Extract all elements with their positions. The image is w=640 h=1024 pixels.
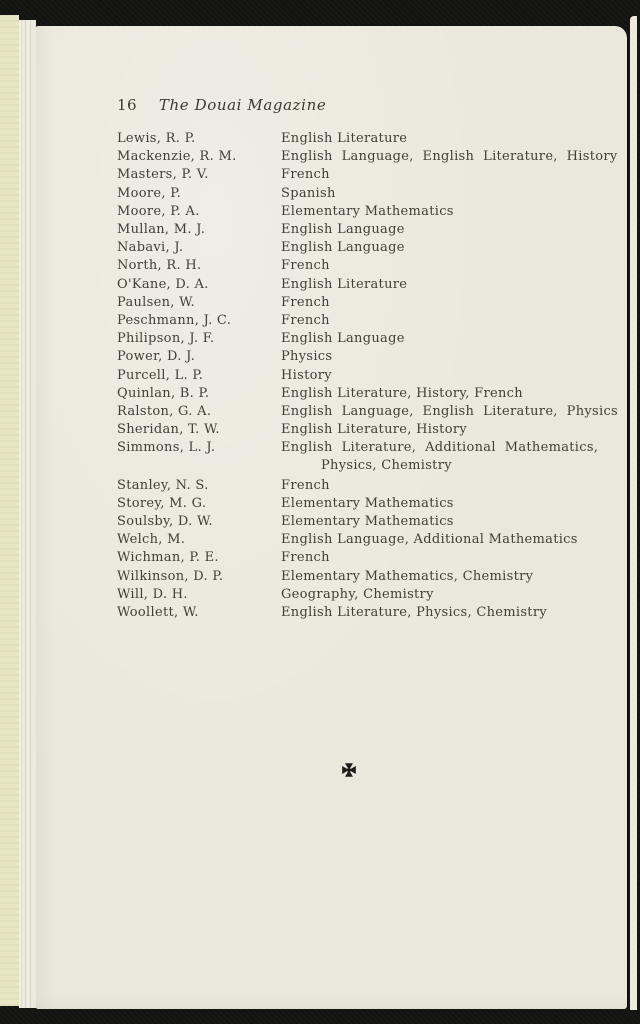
- subjects: [281, 221, 405, 239]
- subject-line: French: [281, 313, 330, 329]
- subject-line: French: [281, 550, 330, 566]
- student-name: Moore, P. A.: [117, 203, 200, 219]
- subjects: [281, 604, 547, 622]
- student-name: North, R. H.: [117, 258, 202, 274]
- subjects: [281, 276, 407, 294]
- subjects: [281, 203, 454, 221]
- book-page: [36, 26, 627, 1009]
- subjects: [281, 348, 332, 366]
- subject-line: English Literature, Additional Mathematics,: [281, 440, 599, 456]
- table-row: [36, 531, 627, 549]
- table-row: [36, 421, 627, 439]
- subjects: [281, 367, 332, 385]
- table-row: [36, 221, 627, 239]
- subjects: [281, 166, 330, 184]
- subject-line: English Language, English Literature, History: [281, 149, 618, 165]
- table-row: [36, 257, 627, 275]
- subject-line: Geography, Chemistry: [281, 586, 434, 602]
- subject-line: Spanish: [281, 185, 336, 201]
- page-title: The Douai Magazine: [158, 96, 327, 114]
- subjects: [281, 495, 454, 513]
- subjects: [281, 239, 405, 257]
- student-name: Wilkinson, D. P.: [117, 568, 224, 584]
- subjects: [281, 531, 578, 549]
- student-name: Mullan, M. J.: [117, 222, 206, 238]
- subject-line: French: [281, 294, 330, 310]
- subjects: [281, 513, 454, 531]
- subject-line: French: [281, 477, 330, 493]
- page-header: [117, 96, 326, 114]
- student-name: Will, D. H.: [117, 586, 188, 602]
- student-name: Stanley, N. S.: [117, 477, 209, 493]
- table-row: [36, 513, 627, 531]
- table-row: [36, 312, 627, 330]
- student-name: Mackenzie, R. M.: [117, 149, 237, 165]
- subject-line: Elementary Mathematics, Chemistry: [281, 568, 534, 584]
- subject-line: French: [281, 258, 330, 274]
- subject-line: History: [281, 367, 332, 383]
- table-row: [36, 568, 627, 586]
- student-name: Welch, M.: [117, 532, 186, 548]
- subjects: [281, 421, 467, 439]
- subject-line: English Language, English Literature, Physics: [281, 404, 619, 420]
- student-name: Purcell, L. P.: [117, 367, 204, 383]
- page-edge-stack: [19, 20, 36, 1008]
- table-row: [36, 276, 627, 294]
- table-row: [36, 185, 627, 203]
- subject-line: English Literature, History: [281, 422, 467, 438]
- table-row: [36, 239, 627, 257]
- table-row: [36, 294, 627, 312]
- subjects: [281, 385, 523, 403]
- subjects: [281, 130, 407, 148]
- next-page-edge: [630, 16, 637, 1010]
- subjects: [281, 586, 434, 604]
- subject-line: English Language: [281, 240, 405, 256]
- subjects: [281, 312, 330, 330]
- student-name: Storey, M. G.: [117, 495, 207, 511]
- table-row: [36, 348, 627, 366]
- page-number: 16: [117, 96, 137, 114]
- subject-line: English Language: [281, 331, 405, 347]
- student-name: Wichman, P. E.: [117, 550, 219, 566]
- table-row: [36, 203, 627, 221]
- subjects: [281, 549, 330, 567]
- subject-line: English Literature, History, French: [281, 385, 523, 401]
- student-name: Woollett, W.: [117, 605, 199, 621]
- student-name: Sheridan, T. W.: [117, 422, 220, 438]
- student-name: Soulsby, D. W.: [117, 514, 213, 530]
- subjects: [281, 294, 330, 312]
- student-name: Ralston, G. A.: [117, 404, 212, 420]
- table-row: [36, 604, 627, 622]
- subject-line: Elementary Mathematics: [281, 203, 454, 219]
- table-row: [36, 439, 627, 476]
- student-name: Moore, P.: [117, 185, 182, 201]
- table-row: [36, 330, 627, 348]
- maltese-cross-icon: [341, 762, 357, 778]
- table-row: [36, 495, 627, 513]
- table-row: [36, 403, 627, 421]
- table-row: [36, 586, 627, 604]
- student-name: Simmons, L. J.: [117, 440, 216, 456]
- table-row: [36, 549, 627, 567]
- subjects: [281, 439, 598, 476]
- student-name: Quinlan, B. P.: [117, 385, 210, 401]
- student-name: Philipson, J. F.: [117, 331, 215, 347]
- subject-line: English Language: [281, 222, 405, 238]
- subjects: [281, 257, 330, 275]
- table-row: [36, 367, 627, 385]
- subject-line: French: [281, 167, 330, 183]
- table-row: [36, 130, 627, 148]
- student-name: Lewis, R. P.: [117, 131, 196, 146]
- table-row: [36, 477, 627, 495]
- subject-line: English Language, Additional Mathematics: [281, 532, 578, 548]
- table-row: [36, 148, 627, 166]
- subject-line: English Literature: [281, 131, 408, 146]
- student-name: Paulsen, W.: [117, 294, 195, 310]
- subject-line: English Literature: [281, 276, 408, 292]
- subjects: [281, 477, 330, 495]
- table-row: [36, 385, 627, 403]
- subject-line: Physics: [281, 349, 333, 365]
- student-name: Power, D. J.: [117, 349, 196, 365]
- subjects: [281, 330, 405, 348]
- subject-line: English Literature, Physics, Chemistry: [281, 605, 547, 621]
- subjects: [281, 403, 618, 421]
- student-name: Peschmann, J. C.: [117, 313, 232, 329]
- endpaper-edge: [0, 15, 19, 1006]
- subject-line: Elementary Mathematics: [281, 514, 454, 530]
- student-name: Masters, P. V.: [117, 167, 209, 183]
- results-list: [36, 130, 627, 622]
- subjects: [281, 568, 533, 586]
- subject-line: Physics, Chemistry: [321, 457, 452, 473]
- student-name: Nabavi, J.: [117, 240, 184, 256]
- subject-line: Elementary Mathematics: [281, 495, 454, 511]
- table-row: [36, 166, 627, 184]
- subjects: [281, 148, 618, 166]
- subjects: [281, 185, 336, 203]
- student-name: O'Kane, D. A.: [117, 276, 209, 292]
